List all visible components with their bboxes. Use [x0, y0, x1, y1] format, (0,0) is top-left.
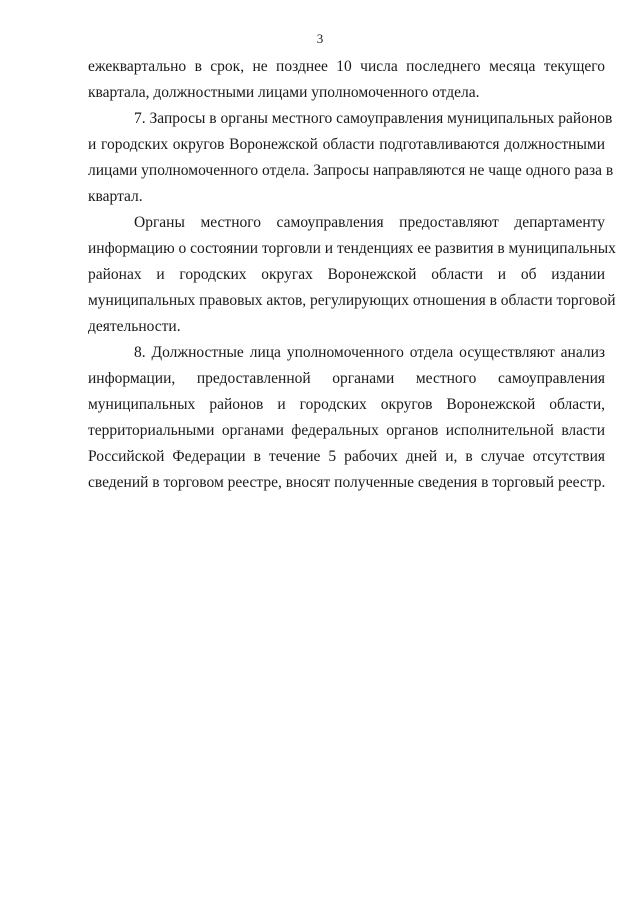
text-line: территориальными органами федеральных органов исполнительной власти — [88, 422, 605, 439]
page-number: 3 — [316, 31, 324, 46]
text-line: информации, предоставленной органами местного самоуправления — [88, 370, 605, 387]
paragraph-continuation — [88, 54, 605, 106]
text-line: муниципальных правовых актов, регулирующих отношения в области торговой — [88, 292, 616, 309]
text-line: 8. Должностные лица уполномоченного отдела осуществляют анализ — [134, 344, 605, 361]
text-line: информацию о состоянии торговли и тенденциях ее развития в муниципальных — [88, 240, 616, 257]
text-line: Российской Федерации в течение 5 рабочих дней и, в случае отсутствия — [88, 448, 605, 465]
text-line: Органы местного самоуправления предоставляют департаменту — [134, 214, 605, 231]
text-line: лицами уполномоченного отдела. Запросы направляются не чаще одного раза в — [88, 162, 614, 179]
text-line: сведений в торговом реестре, вносят полученные сведения в торговый реестр. — [88, 474, 606, 491]
text-line: ежеквартально в срок, не позднее 10 числа последнего месяца текущего — [88, 58, 605, 75]
text-line: и городских округов Воронежской области подготавливаются должностными — [88, 136, 605, 153]
text-line: муниципальных районов и городских округов Воронежской области, — [88, 396, 605, 413]
text-line: квартал. — [88, 188, 143, 205]
text-line: деятельности. — [88, 318, 181, 335]
text-line: районах и городских округах Воронежской области и об издании — [88, 266, 605, 283]
text-line: 7. Запросы в органы местного самоуправления муниципальных районов — [134, 110, 613, 127]
text-line: квартала, должностными лицами уполномоченного отдела. — [88, 84, 480, 101]
paragraph-local-authorities — [88, 210, 616, 340]
paragraph-item-7 — [88, 106, 614, 210]
paragraph-item-8 — [88, 340, 605, 496]
document-body — [88, 54, 616, 496]
